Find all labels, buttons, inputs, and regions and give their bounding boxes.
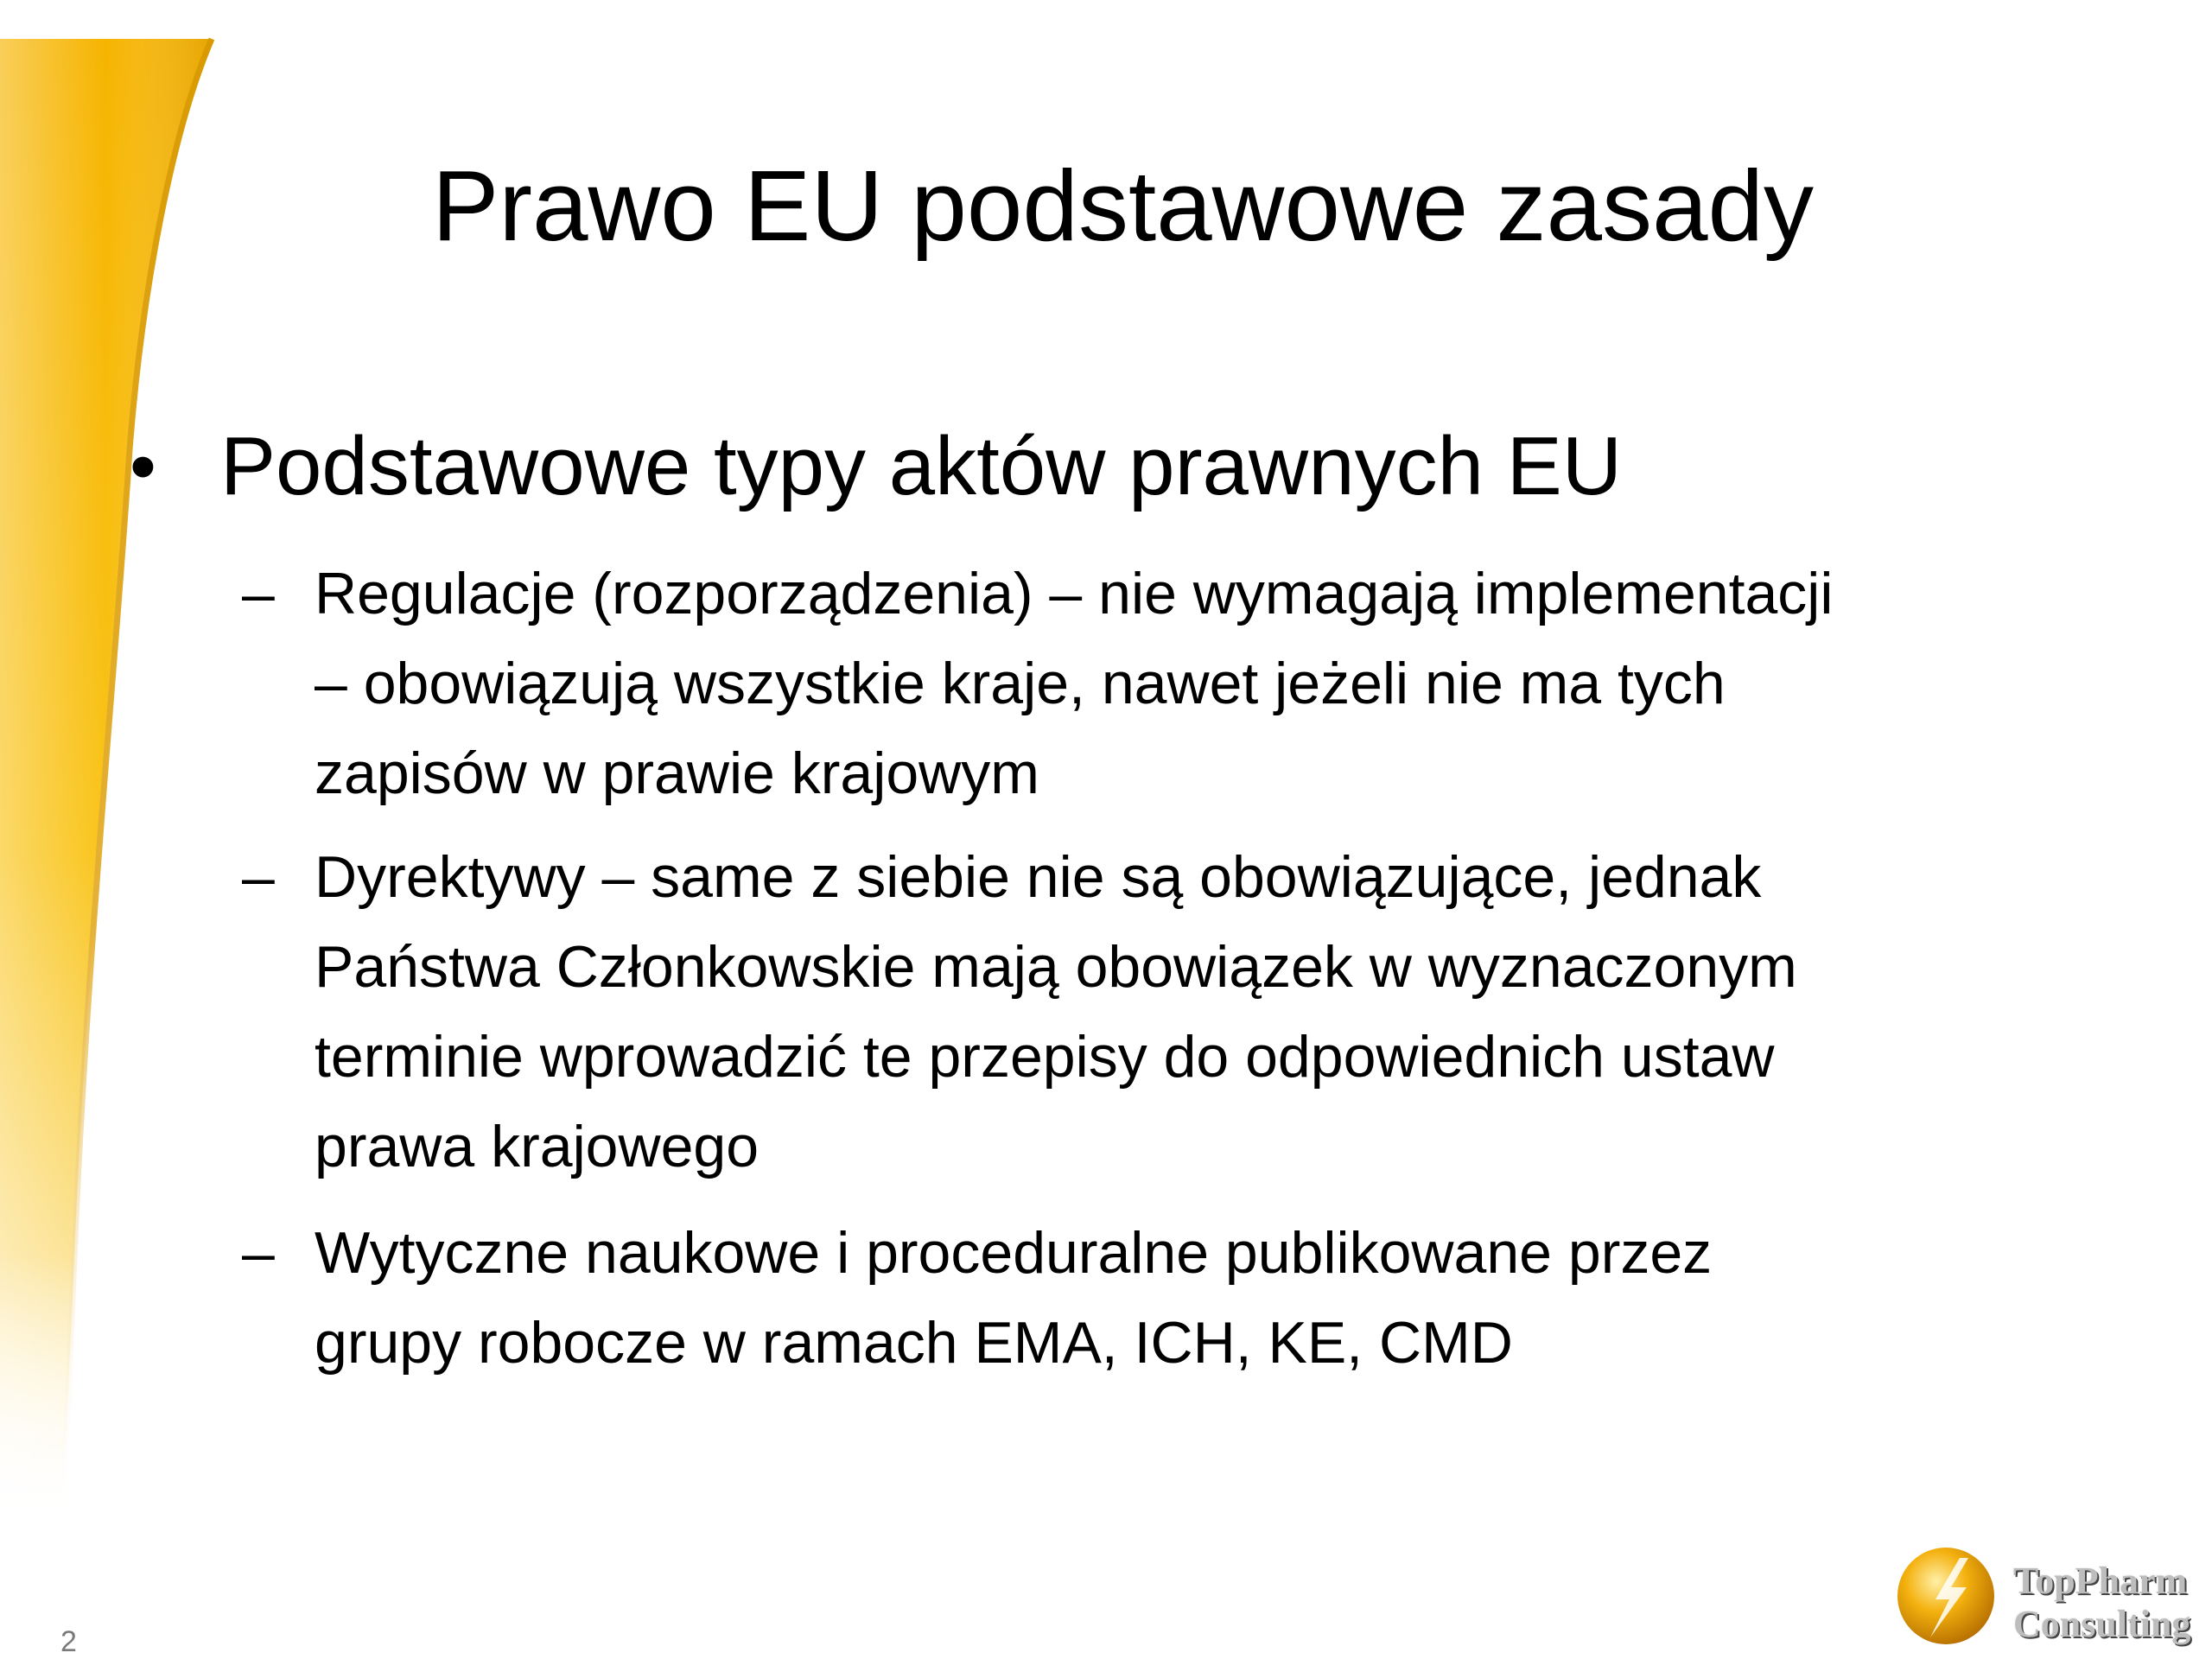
- sub-item-directives: [242, 832, 2134, 1192]
- gold-swoosh-decoration: [0, 0, 259, 1521]
- sub-item-regulations: [242, 549, 2134, 818]
- page-number: 2: [60, 1625, 77, 1658]
- company-logo: [1892, 1542, 2203, 1650]
- sub-item-line: zapisów w prawie krajowym: [315, 741, 1039, 806]
- logo-wordmark: [2013, 1560, 2190, 1646]
- logo-line-2: Consulting: [2013, 1603, 2191, 1645]
- sub-item-guidelines: [242, 1208, 2134, 1388]
- sub-item-line: prawa krajowego: [315, 1114, 760, 1179]
- sub-item-line: – obowiązują wszystkie kraje, nawet jeżeli nie ma tych: [315, 651, 1726, 716]
- sub-item-dash: –: [242, 844, 275, 910]
- sub-item-line: Dyrektywy – same z siebie nie są obowiązujące, jednak: [315, 844, 1762, 910]
- logo-emblem-icon: [1892, 1542, 2000, 1650]
- sub-item-line: Państwa Członkowskie mają obowiązek w wyznaczonym: [315, 934, 1797, 1000]
- sub-item-text: [315, 549, 2134, 818]
- sub-item-line: Regulacje (rozporządzenia) – nie wymagają implementacji: [315, 561, 1834, 626]
- sub-item-dash: –: [242, 1220, 275, 1286]
- sub-item-line: grupy robocze w ramach EMA, ICH, KE, CMD: [315, 1310, 1513, 1376]
- sub-item-text: [315, 832, 2134, 1192]
- logo-line-1: TopPharm: [2013, 1560, 2188, 1602]
- slide-title: Prawo EU podstawowe zasady: [432, 149, 1815, 262]
- bullet-marker: •: [130, 423, 156, 509]
- sub-item-text: [315, 1208, 2134, 1388]
- sub-item-line: Wytyczne naukowe i proceduralne publikowane przez: [315, 1220, 1713, 1286]
- sub-item-dash: –: [242, 561, 275, 626]
- sub-item-line: terminie wprowadzić te przepisy do odpowiednich ustaw: [315, 1024, 1775, 1090]
- main-bullet-text: Podstawowe typy aktów prawnych EU: [220, 420, 1623, 512]
